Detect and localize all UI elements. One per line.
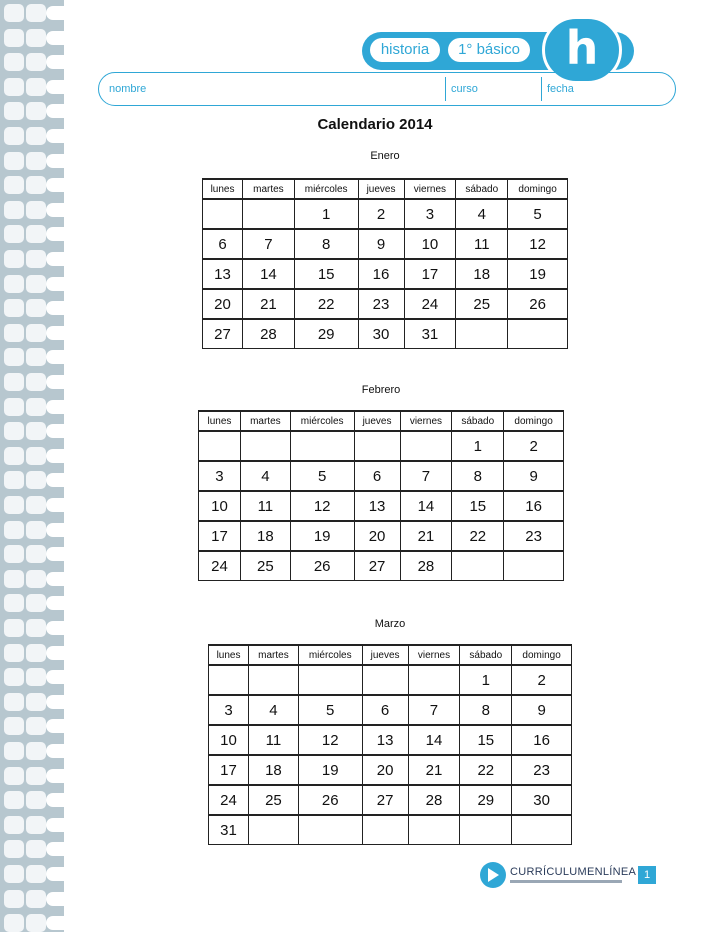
binding-hole (26, 275, 46, 293)
week-row (209, 665, 572, 695)
day-cell: 26 (290, 551, 354, 581)
binding-hole (26, 4, 46, 22)
day-cell: 14 (400, 491, 452, 521)
day-cell: 5 (508, 199, 568, 229)
binding-notch (46, 473, 64, 487)
page-title: Calendario 2014 (317, 116, 433, 133)
binding-hole (4, 668, 24, 686)
day-cell: 4 (249, 695, 299, 725)
month-title: Enero (370, 150, 400, 162)
binding-notch (46, 621, 64, 635)
day-cell: 31 (209, 815, 249, 845)
binding-hole (26, 717, 46, 735)
binding-hole (4, 693, 24, 711)
binding-hole (4, 521, 24, 539)
week-row (209, 695, 572, 725)
weekday-header: martes (249, 645, 299, 665)
binding-notch (46, 449, 64, 463)
binding-hole (26, 422, 46, 440)
weekday-header-row (209, 645, 572, 665)
binding-hole (26, 78, 46, 96)
date-field-label: fecha (547, 83, 574, 95)
binding-notch (46, 154, 64, 168)
day-cell: 16 (358, 259, 404, 289)
day-cell (400, 431, 452, 461)
binding-notch (46, 646, 64, 660)
week-row (203, 199, 568, 229)
student-info-bar (98, 72, 676, 106)
day-cell (456, 319, 508, 349)
day-cell (203, 199, 243, 229)
weekday-header: viernes (404, 179, 456, 199)
day-cell: 6 (203, 229, 243, 259)
binding-hole (4, 914, 24, 932)
day-cell: 31 (404, 319, 456, 349)
weekday-header: domingo (504, 411, 564, 431)
month-title: Febrero (361, 384, 401, 396)
binding-hole (4, 767, 24, 785)
day-cell: 2 (512, 665, 572, 695)
binding-notch (46, 916, 64, 930)
month-calendar-table (208, 644, 572, 845)
day-cell: 27 (203, 319, 243, 349)
binding-hole (4, 791, 24, 809)
binding-hole (26, 570, 46, 588)
week-row (199, 491, 564, 521)
day-cell: 9 (358, 229, 404, 259)
binding-notch (46, 375, 64, 389)
week-row (199, 461, 564, 491)
day-cell: 1 (294, 199, 358, 229)
binding-hole (4, 250, 24, 268)
binding-notch (46, 596, 64, 610)
day-cell (290, 431, 354, 461)
day-cell: 11 (240, 491, 290, 521)
binding-hole (26, 250, 46, 268)
weekday-header: domingo (512, 645, 572, 665)
week-row (199, 551, 564, 581)
binding-hole (26, 373, 46, 391)
day-cell: 19 (290, 521, 354, 551)
day-cell: 19 (298, 755, 362, 785)
day-cell: 24 (404, 289, 456, 319)
brand-tagline-bar (510, 880, 622, 883)
weekday-header: lunes (209, 645, 249, 665)
day-cell: 16 (504, 491, 564, 521)
day-cell (408, 665, 460, 695)
binding-hole (26, 840, 46, 858)
day-cell (508, 319, 568, 349)
binding-notch (46, 867, 64, 881)
binding-notch (46, 793, 64, 807)
day-cell: 11 (249, 725, 299, 755)
day-cell: 19 (508, 259, 568, 289)
binding-hole (4, 152, 24, 170)
subject-logo-icon: h (542, 16, 622, 84)
day-cell: 14 (243, 259, 295, 289)
weekday-header: lunes (199, 411, 241, 431)
binding-notch (46, 719, 64, 733)
day-cell: 12 (298, 725, 362, 755)
day-cell: 6 (354, 461, 400, 491)
field-divider (541, 77, 542, 101)
binding-hole (26, 225, 46, 243)
day-cell: 5 (290, 461, 354, 491)
binding-hole (4, 176, 24, 194)
day-cell (209, 665, 249, 695)
binding-notch (46, 227, 64, 241)
day-cell: 29 (294, 319, 358, 349)
binding-notch (46, 31, 64, 45)
day-cell: 22 (294, 289, 358, 319)
day-cell (362, 665, 408, 695)
binding-hole (4, 78, 24, 96)
day-cell: 20 (354, 521, 400, 551)
weekday-header: lunes (203, 179, 243, 199)
day-cell: 18 (249, 755, 299, 785)
day-cell: 1 (460, 665, 512, 695)
binding-hole (4, 644, 24, 662)
binding-hole (4, 865, 24, 883)
binding-hole (4, 742, 24, 760)
day-cell: 13 (203, 259, 243, 289)
binding-notch (46, 301, 64, 315)
day-cell: 12 (508, 229, 568, 259)
day-cell: 12 (290, 491, 354, 521)
day-cell: 22 (452, 521, 504, 551)
day-cell: 21 (243, 289, 295, 319)
binding-hole (26, 742, 46, 760)
day-cell: 28 (400, 551, 452, 581)
week-row (199, 431, 564, 461)
binding-hole (26, 545, 46, 563)
day-cell: 23 (358, 289, 404, 319)
binding-hole (4, 29, 24, 47)
binding-notch (46, 424, 64, 438)
weekday-header: viernes (408, 645, 460, 665)
week-row (203, 229, 568, 259)
binding-hole (4, 225, 24, 243)
binding-notch (46, 818, 64, 832)
binding-notch (46, 695, 64, 709)
binding-hole (4, 373, 24, 391)
binding-hole (4, 422, 24, 440)
day-cell (512, 815, 572, 845)
day-cell: 28 (243, 319, 295, 349)
week-row (209, 725, 572, 755)
day-cell: 9 (504, 461, 564, 491)
week-row (203, 259, 568, 289)
day-cell: 24 (199, 551, 241, 581)
day-cell: 17 (199, 521, 241, 551)
weekday-header: miércoles (294, 179, 358, 199)
day-cell (460, 815, 512, 845)
weekday-header: sábado (456, 179, 508, 199)
spiral-binding-strip (0, 0, 64, 932)
day-cell: 27 (354, 551, 400, 581)
binding-hole (26, 693, 46, 711)
binding-hole (26, 201, 46, 219)
day-cell: 16 (512, 725, 572, 755)
binding-hole (4, 4, 24, 22)
weekday-header: sábado (452, 411, 504, 431)
day-cell (249, 665, 299, 695)
day-cell: 30 (512, 785, 572, 815)
day-cell: 24 (209, 785, 249, 815)
day-cell (354, 431, 400, 461)
week-row (203, 319, 568, 349)
weekday-header-row (199, 411, 564, 431)
day-cell: 3 (209, 695, 249, 725)
weekday-header: jueves (358, 179, 404, 199)
binding-hole (4, 299, 24, 317)
day-cell: 13 (354, 491, 400, 521)
binding-notch (46, 744, 64, 758)
day-cell: 27 (362, 785, 408, 815)
page-number: 1 (638, 866, 656, 884)
day-cell (243, 199, 295, 229)
month-calendar-table (202, 178, 568, 349)
name-field-label: nombre (109, 83, 147, 95)
day-cell: 15 (460, 725, 512, 755)
binding-hole (26, 398, 46, 416)
day-cell: 25 (456, 289, 508, 319)
binding-hole (26, 447, 46, 465)
binding-notch (46, 178, 64, 192)
weekday-header: martes (243, 179, 295, 199)
weekday-header: sábado (460, 645, 512, 665)
field-divider (445, 77, 446, 101)
binding-notch (46, 350, 64, 364)
binding-hole (4, 890, 24, 908)
day-cell: 15 (294, 259, 358, 289)
day-cell: 20 (203, 289, 243, 319)
week-row (209, 785, 572, 815)
day-cell: 22 (460, 755, 512, 785)
day-cell: 8 (452, 461, 504, 491)
binding-hole (26, 521, 46, 539)
weekday-header: martes (240, 411, 290, 431)
week-row (199, 521, 564, 551)
day-cell: 23 (512, 755, 572, 785)
day-cell: 2 (504, 431, 564, 461)
weekday-header: domingo (508, 179, 568, 199)
day-cell (249, 815, 299, 845)
day-cell: 18 (240, 521, 290, 551)
day-cell: 9 (512, 695, 572, 725)
subject-tag: historia (370, 38, 440, 62)
binding-notch (46, 842, 64, 856)
day-cell: 5 (298, 695, 362, 725)
binding-notch (46, 769, 64, 783)
day-cell: 26 (508, 289, 568, 319)
day-cell: 10 (199, 491, 241, 521)
binding-hole (4, 594, 24, 612)
day-cell: 14 (408, 725, 460, 755)
binding-hole (26, 29, 46, 47)
binding-hole (26, 816, 46, 834)
course-field-label: curso (451, 83, 478, 95)
day-cell (298, 815, 362, 845)
week-row (209, 755, 572, 785)
binding-notch (46, 203, 64, 217)
day-cell: 8 (294, 229, 358, 259)
binding-notch (46, 523, 64, 537)
day-cell: 17 (209, 755, 249, 785)
day-cell: 25 (249, 785, 299, 815)
day-cell: 1 (452, 431, 504, 461)
day-cell: 7 (400, 461, 452, 491)
day-cell: 7 (408, 695, 460, 725)
binding-hole (26, 53, 46, 71)
binding-hole (26, 644, 46, 662)
binding-hole (4, 471, 24, 489)
binding-hole (26, 176, 46, 194)
day-cell (199, 431, 241, 461)
grade-tag: 1° básico (448, 38, 530, 62)
binding-hole (26, 496, 46, 514)
binding-notch (46, 547, 64, 561)
curriculum-logo-icon (480, 862, 506, 888)
binding-hole (4, 275, 24, 293)
day-cell (298, 665, 362, 695)
weekday-header: jueves (354, 411, 400, 431)
binding-notch (46, 400, 64, 414)
weekday-header-row (203, 179, 568, 199)
binding-notch (46, 326, 64, 340)
weekday-header: miércoles (290, 411, 354, 431)
day-cell: 8 (460, 695, 512, 725)
day-cell: 10 (209, 725, 249, 755)
binding-hole (26, 865, 46, 883)
binding-notch (46, 572, 64, 586)
day-cell: 28 (408, 785, 460, 815)
binding-hole (26, 767, 46, 785)
binding-notch (46, 252, 64, 266)
month-calendar-table (198, 410, 564, 581)
weekday-header: miércoles (298, 645, 362, 665)
day-cell: 18 (456, 259, 508, 289)
binding-hole (26, 594, 46, 612)
day-cell: 4 (240, 461, 290, 491)
binding-notch (46, 670, 64, 684)
weekday-header: jueves (362, 645, 408, 665)
binding-hole (26, 914, 46, 932)
weekday-header: viernes (400, 411, 452, 431)
binding-hole (26, 668, 46, 686)
day-cell: 26 (298, 785, 362, 815)
day-cell: 2 (358, 199, 404, 229)
binding-hole (4, 398, 24, 416)
day-cell (452, 551, 504, 581)
day-cell: 17 (404, 259, 456, 289)
binding-hole (4, 324, 24, 342)
week-row (209, 815, 572, 845)
binding-hole (4, 840, 24, 858)
binding-hole (4, 496, 24, 514)
binding-hole (26, 471, 46, 489)
binding-notch (46, 892, 64, 906)
day-cell: 13 (362, 725, 408, 755)
month-title: Marzo (374, 618, 406, 630)
day-cell (240, 431, 290, 461)
binding-notch (46, 498, 64, 512)
binding-notch (46, 277, 64, 291)
binding-hole (4, 545, 24, 563)
day-cell: 23 (504, 521, 564, 551)
day-cell: 25 (240, 551, 290, 581)
day-cell: 7 (243, 229, 295, 259)
day-cell (408, 815, 460, 845)
day-cell: 6 (362, 695, 408, 725)
binding-notch (46, 55, 64, 69)
binding-hole (4, 816, 24, 834)
binding-hole (4, 619, 24, 637)
binding-hole (26, 348, 46, 366)
binding-hole (26, 619, 46, 637)
binding-hole (4, 447, 24, 465)
brand-name: CURRÍCULUMENLÍNEA (510, 866, 637, 878)
day-cell: 10 (404, 229, 456, 259)
binding-hole (26, 152, 46, 170)
binding-hole (4, 570, 24, 588)
binding-hole (4, 53, 24, 71)
day-cell: 3 (404, 199, 456, 229)
binding-hole (4, 201, 24, 219)
binding-hole (26, 299, 46, 317)
binding-notch (46, 6, 64, 20)
day-cell: 4 (456, 199, 508, 229)
week-row (203, 289, 568, 319)
binding-hole (26, 324, 46, 342)
day-cell: 11 (456, 229, 508, 259)
binding-hole (4, 348, 24, 366)
day-cell: 30 (358, 319, 404, 349)
day-cell: 3 (199, 461, 241, 491)
day-cell: 21 (400, 521, 452, 551)
day-cell (504, 551, 564, 581)
day-cell (362, 815, 408, 845)
day-cell: 20 (362, 755, 408, 785)
day-cell: 29 (460, 785, 512, 815)
binding-hole (26, 791, 46, 809)
binding-notch (46, 80, 64, 94)
binding-hole (26, 890, 46, 908)
day-cell: 15 (452, 491, 504, 521)
binding-hole (4, 717, 24, 735)
day-cell: 21 (408, 755, 460, 785)
